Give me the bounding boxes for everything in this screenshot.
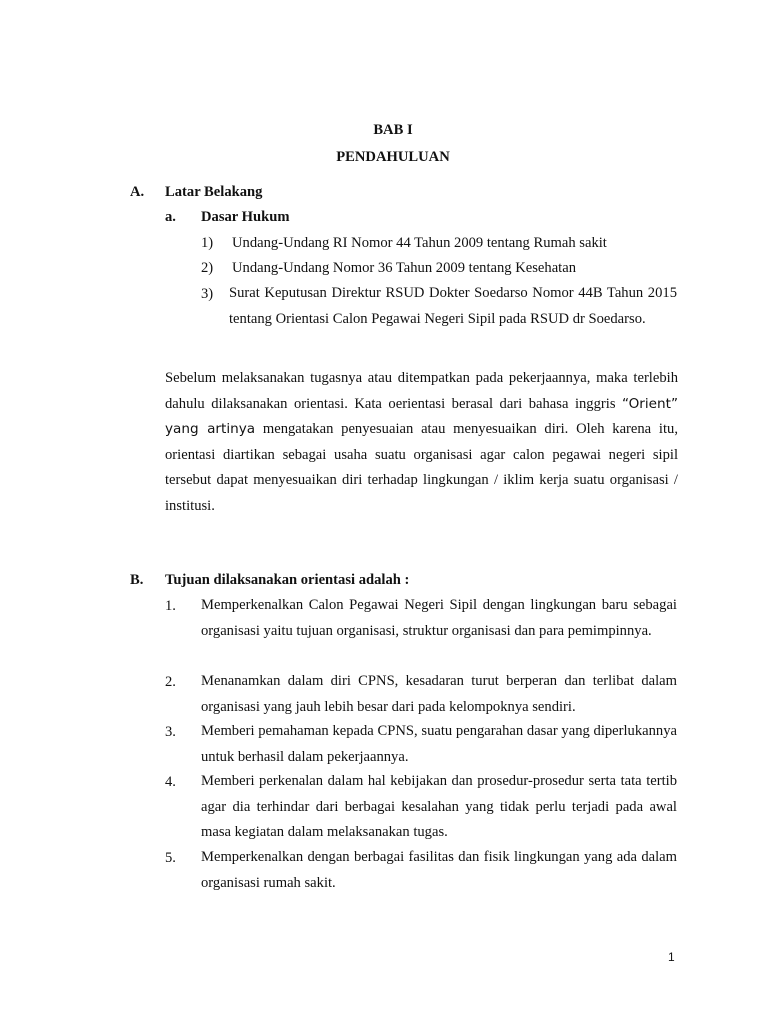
objective-text: Menanamkan dalam diri CPNS, kesadaran turut berperan dan terlibat dalam organisasi yang jauh lebih besar dari pada kelompoknya sendiri. bbox=[201, 673, 677, 715]
chapter-title: PENDAHULUAN bbox=[336, 149, 450, 165]
paragraph-text: Sebelum melaksanakan tugasnya atau ditempatkan pada pekerjaannya, maka terlebih dahulu dilaksanakan orientasi. Kata oerientasi berasal dari bahasa inggris bbox=[165, 370, 678, 412]
orient-quote: “Orient” yang artinya bbox=[165, 395, 678, 437]
legal-basis-number: 1) bbox=[201, 235, 214, 251]
objective-number: 4. bbox=[165, 774, 176, 790]
objective-text: Memberi pemahaman kepada CPNS, suatu pengarahan dasar yang diperlukannya untuk berhasil dalam pekerjaannya. bbox=[201, 723, 677, 765]
objective-number: 2. bbox=[165, 674, 176, 690]
legal-basis-number: 3) bbox=[201, 286, 214, 302]
objective-text: Memberi perkenalan dalam hal kebijakan dan prosedur-prosedur serta tata tertib agar dia terhindar dari berbagai kesalahan yang tidak perlu terjadi pada awal masa kegiatan dalam melaksanakan tugas. bbox=[201, 773, 677, 840]
objective-text: Memperkenalkan dengan berbagai fasilitas dan fisik lingkungan yang ada dalam organisasi rumah sakit. bbox=[201, 849, 677, 891]
section-b-title: Tujuan dilaksanakan orientasi adalah : bbox=[165, 572, 410, 588]
legal-basis-text: Surat Keputusan Direktur RSUD Dokter Soedarso Nomor 44B Tahun 2015 tentang Orientasi Calon Pegawai Negeri Sipil pada RSUD dr Soedarso. bbox=[229, 285, 677, 327]
paragraph-text: mengatakan penyesuaian atau menyesuaikan diri. Oleh karena itu, orientasi diartikan sebagai usaha suatu organisasi agar calon pegawai negeri sipil tersebut dapat menyesuaikan diri terhadap lingkungan / iklim kerja suatu organisasi / institusi. bbox=[165, 421, 678, 514]
section-a-marker: A. bbox=[130, 184, 145, 200]
objective-number: 1. bbox=[165, 598, 176, 614]
background-paragraph bbox=[165, 366, 678, 519]
section-b-marker: B. bbox=[130, 572, 144, 588]
legal-basis-text: Undang-Undang Nomor 36 Tahun 2009 tentang Kesehatan bbox=[232, 260, 577, 276]
chapter-label: BAB I bbox=[373, 122, 413, 138]
section-a-title: Latar Belakang bbox=[165, 184, 263, 200]
objective-number: 5. bbox=[165, 850, 176, 866]
subsection-a-title: Dasar Hukum bbox=[201, 209, 290, 225]
legal-basis-text: Undang-Undang RI Nomor 44 Tahun 2009 tentang Rumah sakit bbox=[232, 235, 607, 251]
page-number: 1 bbox=[668, 950, 675, 964]
objective-text: Memperkenalkan Calon Pegawai Negeri Sipil dengan lingkungan baru sebagai organisasi yaitu tujuan organisasi, struktur organisasi dan para pemimpinnya. bbox=[201, 597, 677, 639]
legal-basis-number: 2) bbox=[201, 260, 214, 276]
subsection-a-marker: a. bbox=[165, 209, 176, 225]
objective-number: 3. bbox=[165, 724, 176, 740]
